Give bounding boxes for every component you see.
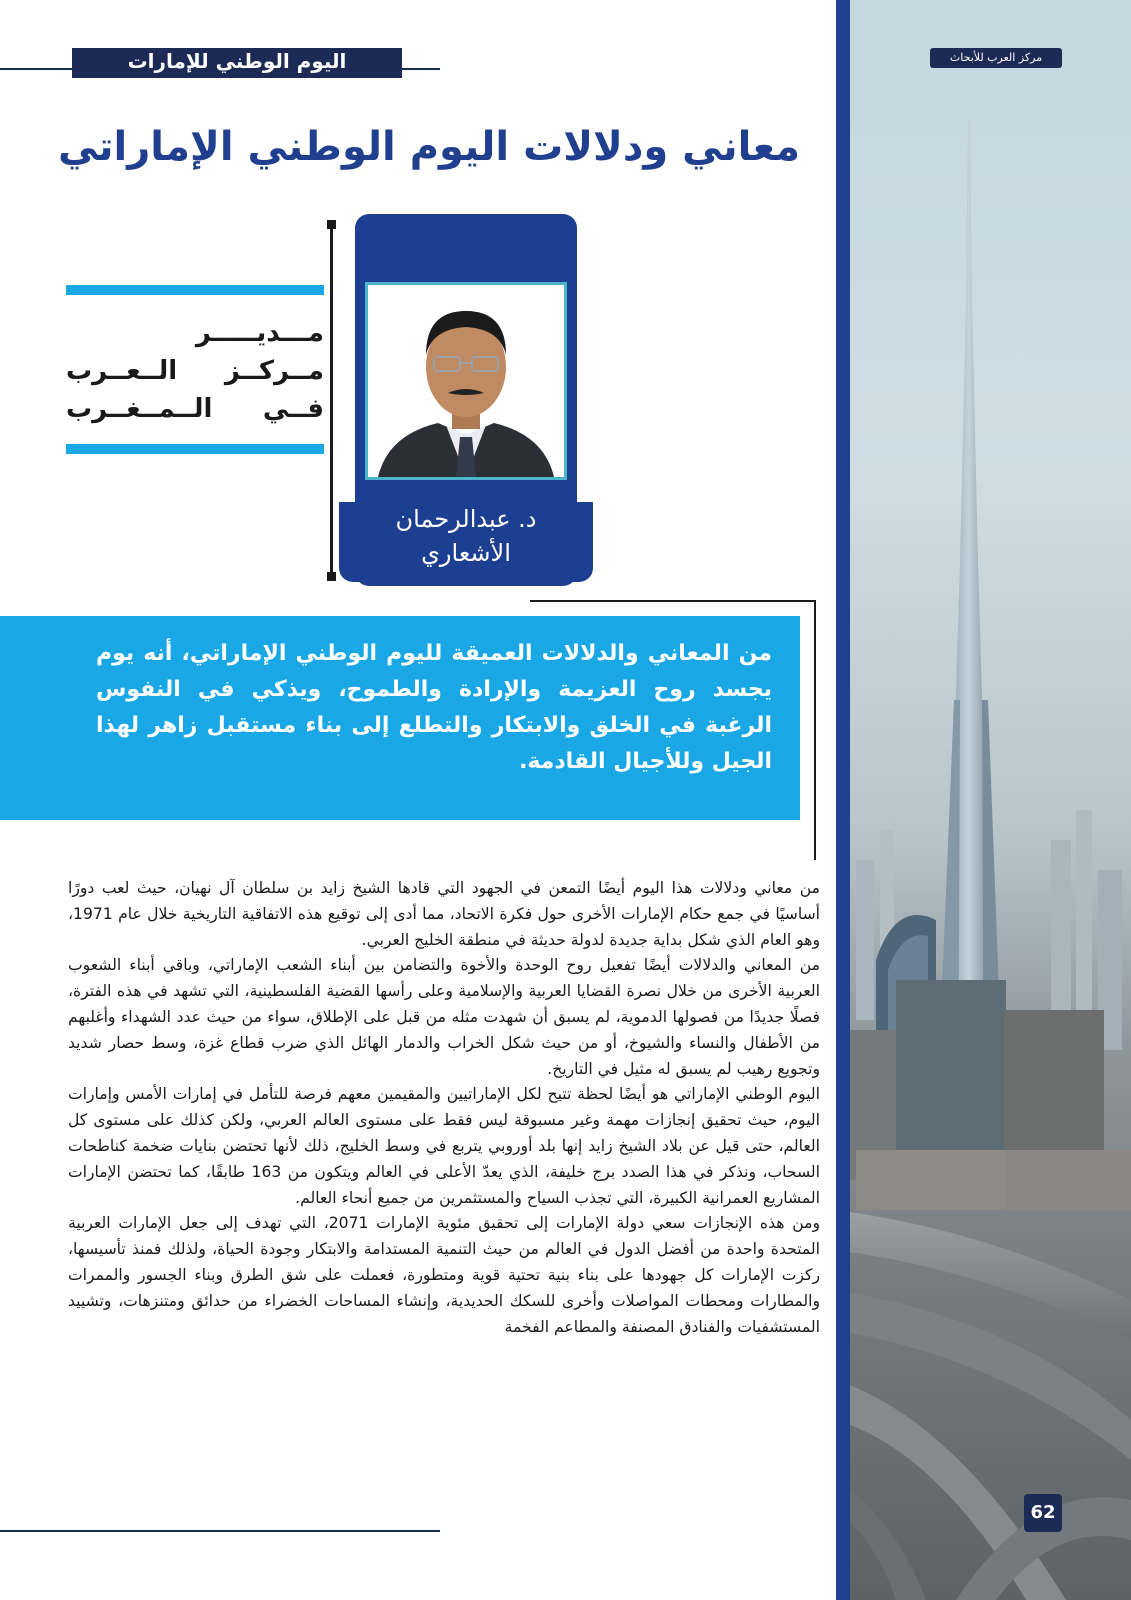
author-role-line: مــركــز الــعــرب xyxy=(66,356,324,386)
author-name-line: الأشعاري xyxy=(421,539,511,567)
publisher-badge: مركز العرب للأبحاث xyxy=(930,48,1062,68)
burj-khalifa-photo xyxy=(836,0,1131,1600)
author-role xyxy=(66,314,324,430)
author-rule-bottom xyxy=(66,444,324,454)
body-paragraph: من معاني ودلالات هذا اليوم أيضًا التمعن في الجهود التي قادها الشيخ زايد بن سلطان آل نهيان، حيث لعب دورًا أساسيًا في جمع حكام الإمارات الأخرى حول فكرة الاتحاد، مما أدى إلى توقيع هذه الاتفاقية التاريخية خلال عام 1971، وهو العام الذي شكل بداية جديدة لدولة حديثة في منطقة الخليج العربي. xyxy=(68,879,820,949)
author-vertical-bar xyxy=(330,224,333,576)
body-paragraph: ومن هذه الإنجازات سعي دولة الإمارات إلى تحقيق مئوية الإمارات 2071، التي تهدف إلى جعل الإمارات العربية المتحدة واحدة من أفضل الدول في العالم من حيث التنمية المستدامة والابتكار وجودة الحياة، ولذلك فمنذ تأسيسها، ركزت الإمارات كل جهودها على بناء بنية تحتية قوية ومتطورة، فعملت على شق الطرق وبناء الجسور والممرات والمطارات ومحطات المواصلات وأخرى للسكك الحديدية، وإنشاء المساحات الخضراء من حدائق ومتنزهات، وتشييد المستشفيات والفنادق المصنفة والمطاعم الفخمة xyxy=(68,1214,820,1336)
section-tag: اليوم الوطني للإمارات xyxy=(72,48,402,78)
bar-cap-top xyxy=(327,220,336,229)
footer-divider xyxy=(0,1530,440,1532)
body-paragraph: اليوم الوطني الإماراتي هو أيضًا لحظة تتيح لكل الإماراتيين والمقيمين معهم فرصة للتأمل في إمارات الأمس وإمارات اليوم، حيث تحقيق إنجازات مهمة وغير مسبوقة ليس فقط على مستوى العالم العربي، ولكن كذلك على مستوى كل العالم، حتى قيل عن بلاد الشيخ زايد إنها بلد أوروبي يتربع في وسط الخليج، ذلك لأنها تحتضن بنايات ضخمة كناطحات السحاب، ونذكر في هذا الصدد برج خليفة، الذي يعدّ الأعلى في العالم ويتكون من 163 طابقًا، كما تحتضن الإمارات المشاريع العمرانية الكبيرة، التي تجذب السياح والمستثمرين من جميع أنحاء العالم. xyxy=(68,1085,820,1207)
author-role-line: فــي الــمــغــرب xyxy=(66,394,324,424)
page-number: 62 xyxy=(1024,1494,1062,1532)
quote-frame-side xyxy=(814,600,816,860)
body-paragraph: من المعاني والدلالات أيضًا تفعيل روح الوحدة والأخوة والتضامن بين أبناء الشعب الإماراتي، وباقي أبناء الشعوب العربية الأخرى من خلال نصرة القضايا العربية والإسلامية وعلى رأسها القضية الفلسطينية، التي تشهد في هذه الفترة، فصلًا جديدًا من فصولها الدموية، لم يسبق أن شهدت مثله من قبل على الإطلاق، سواء من حيث عدد الشهداء وأغلبهم من الأطفال والنساء والشيوخ، أو من حيث شكل الخراب والدمار الهائل الذي ضرب قطاع غزة، وسط حصار شديد وتجويع رهيب لم يسبق له مثيل في التاريخ. xyxy=(68,956,820,1078)
quote-frame-top xyxy=(530,600,816,602)
author-role-line: مـــديـــــر xyxy=(195,318,324,348)
article-title: معاني ودلالات اليوم الوطني الإماراتي xyxy=(58,124,800,170)
author-rule-top xyxy=(66,285,324,295)
photo-panel-border xyxy=(836,0,850,1600)
author-portrait xyxy=(365,282,567,480)
author-name xyxy=(339,502,593,582)
pull-quote-text: من المعاني والدلالات العميقة لليوم الوطني الإماراتي، أنه يوم يجسد روح العزيمة والإرادة والطموح، ويذكي في النفوس الرغبة في الخلق والابتكار والتطلع إلى بناء مستقبل زاهر لهذا الجيل وللأجيال القادمة. xyxy=(96,641,772,774)
portrait-illustration xyxy=(368,285,564,477)
author-name-line: د. عبدالرحمان xyxy=(395,505,537,533)
article-body xyxy=(68,876,820,1516)
skyline-illustration xyxy=(836,0,1131,1600)
bar-cap-bottom xyxy=(327,572,336,581)
